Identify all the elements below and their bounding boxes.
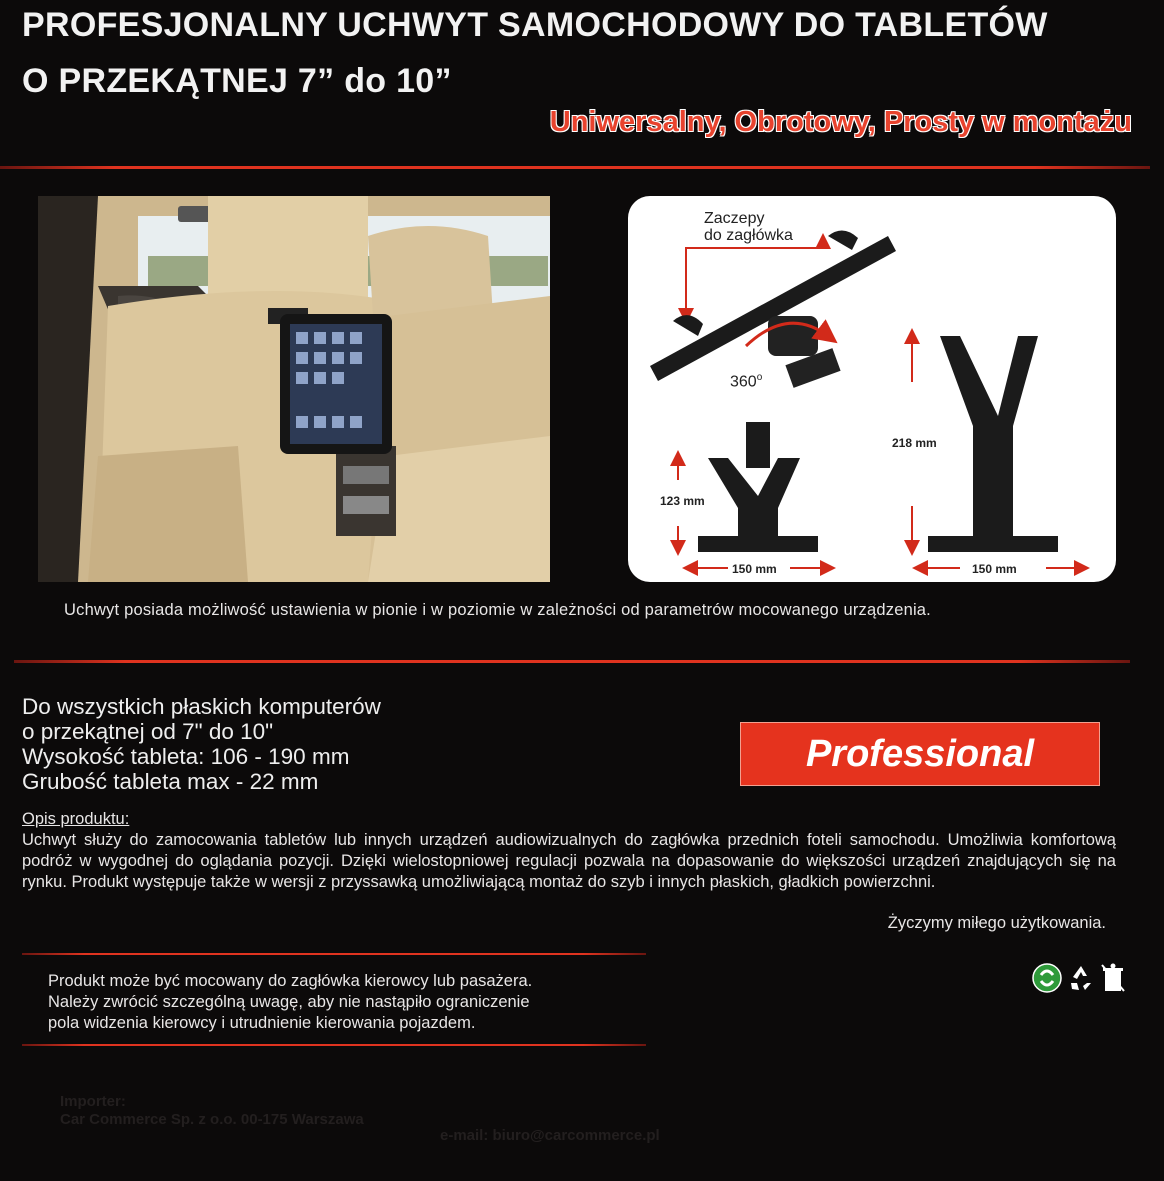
note-line: Produkt może być mocowany do zagłówka kierowcy lub pasażera. (48, 972, 533, 990)
divider (0, 166, 1150, 169)
importer-info (60, 1093, 660, 1145)
car-interior-photo (38, 196, 550, 582)
importer-line: Importer: (60, 1093, 126, 1110)
degree-mark: o (756, 372, 763, 383)
large-height-label: 218 mm (892, 436, 937, 450)
divider (22, 1044, 646, 1046)
rotation-label: 360 (730, 373, 757, 391)
holder-dimension-diagram (628, 196, 1116, 582)
eco-icons (1032, 963, 1126, 993)
description-title: Opis produktu: (22, 810, 130, 828)
title-line-1: PROFESJONALNY UCHWYT SAMOCHODOWY DO TABLETÓW (22, 6, 1048, 44)
large-width-label: 150 mm (972, 562, 1017, 576)
wish-text: Życzymy miłego użytkowania. (887, 914, 1106, 932)
title-line-2: O PRZEKĄTNEJ 7” do 10” (22, 62, 452, 100)
note-line: Należy zwrócić szczególną uwagę, aby nie nastąpiło ograniczenie (48, 993, 530, 1011)
recycle-icon (1066, 963, 1096, 993)
waste-bin-icon (1100, 963, 1126, 993)
description-text: Uchwyt służy do zamocowania tabletów lub innych urządzeń audiowizualnych do zagłówka przednich foteli samochodu. Umożliwia komfortową podróż w wygodnej do oglądania pozycji. Dzięki wielostopniowej regulacji pozwala na dopasowanie do większości urządzeń znajdujących się na rynku. Produkt występuje także w wersji z przyssawką umożliwiającą montaż do szyb i innych płaskich, gładkich powierzchni. (22, 831, 1116, 891)
warning-note (48, 971, 532, 1034)
hooks-label-2: do zagłówka (704, 227, 793, 244)
spec-line: Wysokość tableta: 106 - 190 mm (22, 744, 350, 769)
specs (22, 694, 381, 794)
divider (14, 660, 1130, 663)
caption: Uchwyt posiada możliwość ustawienia w pionie i w poziomie w zależności od parametrów mocowanego urządzenia. (64, 601, 931, 619)
badge-label: Professional (805, 732, 1035, 775)
professional-badge (740, 722, 1100, 786)
small-height-label: 123 mm (660, 494, 705, 508)
spec-line: Grubość tableta max - 22 mm (22, 769, 319, 794)
spec-line: o przekątnej od 7" do 10" (22, 719, 274, 744)
small-width-label: 150 mm (732, 562, 777, 576)
green-dot-icon (1032, 963, 1062, 993)
subtitle: Uniwersalny, Obrotowy, Prosty w montażu (549, 106, 1132, 138)
hooks-label-1: Zaczepy (704, 210, 765, 227)
divider (22, 953, 646, 955)
note-line: pola widzenia kierowcy i utrudnienie kierowania pojazdem. (48, 1014, 476, 1032)
importer-line: e-mail: biuro@carcommerce.pl (440, 1127, 660, 1144)
spec-line: Do wszystkich płaskich komputerów (22, 694, 381, 719)
importer-line: Car Commerce Sp. z o.o. 00-175 Warszawa (60, 1111, 364, 1128)
